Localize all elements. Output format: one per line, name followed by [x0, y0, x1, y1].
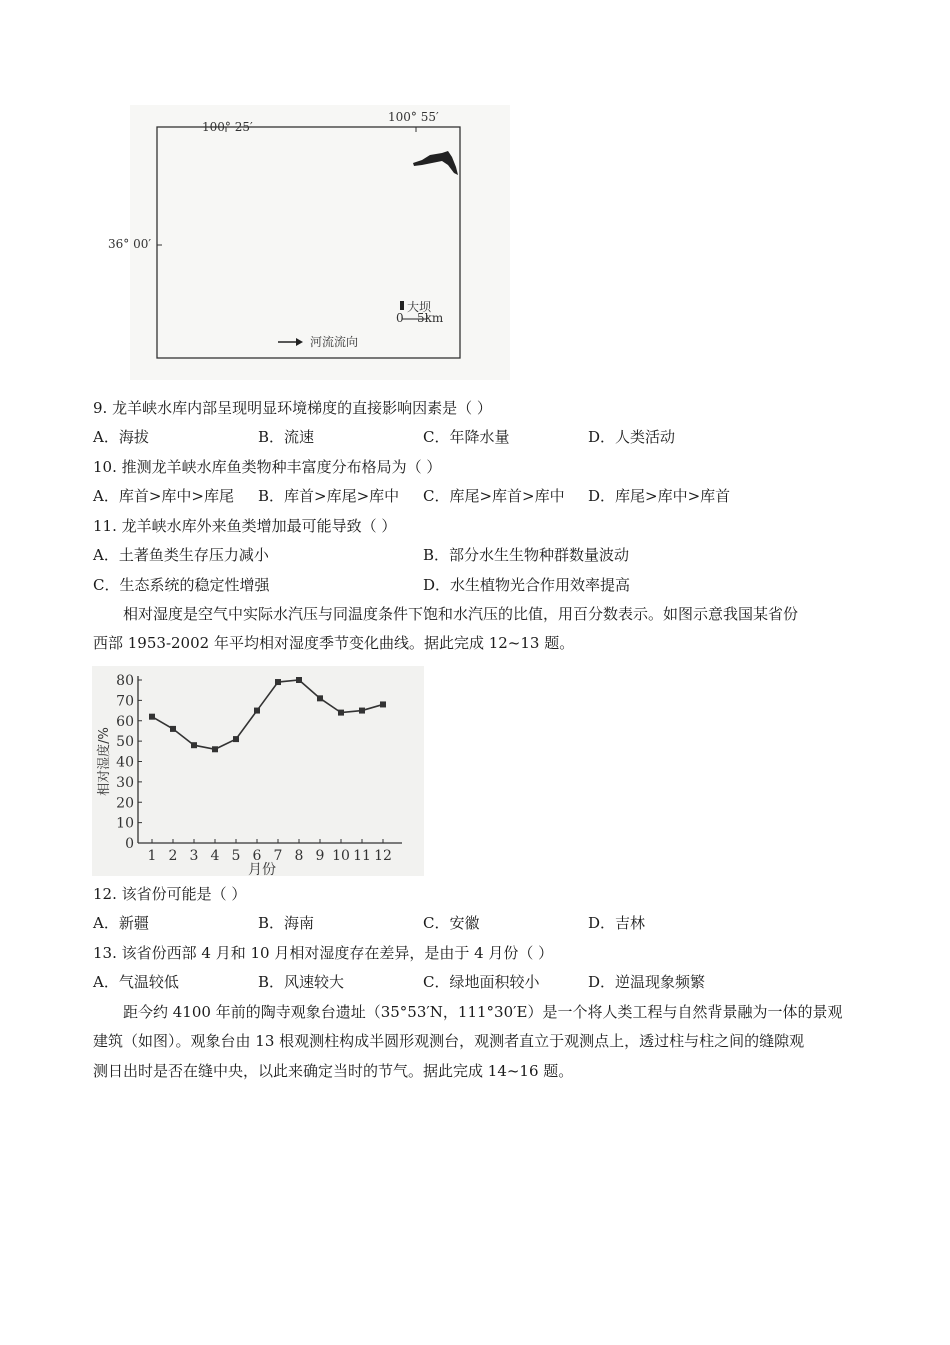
q9-stem: 9. 龙羊峡水库内部呈现明显环境梯度的直接影响因素是（ ）	[93, 399, 492, 417]
y-tick-label: 40	[116, 754, 134, 771]
q11-stem: 11. 龙羊峡水库外来鱼类增加最可能导致（ ）	[93, 517, 397, 535]
x-tick-label: 1	[147, 848, 157, 864]
data-point	[317, 695, 323, 701]
y-tick-label: 10	[116, 815, 134, 832]
intro-14-16-line3: 测日出时是否在缝中央，以此来确定当时的节气。据此完成 14~16 题。	[93, 1062, 574, 1080]
q11-option-a: A．土著鱼类生存压力减小	[93, 546, 269, 564]
y-tick-label: 80	[116, 673, 134, 689]
q9-option-b: B．流速	[258, 428, 315, 446]
q12-option-b: B．海南	[258, 914, 315, 932]
q12-option-d: D．吉林	[588, 914, 646, 932]
x-tick-label: 7	[273, 848, 283, 864]
scale-km-label: 5km	[417, 311, 444, 325]
reservoir-shape	[413, 151, 458, 175]
x-tick-label: 6	[252, 848, 262, 864]
data-point	[233, 736, 239, 742]
q12-option-a: A．新疆	[93, 914, 149, 932]
data-point	[212, 746, 218, 752]
x-tick-label: 4	[210, 848, 220, 864]
q11-option-d: D．水生植物光合作用效率提高	[423, 576, 631, 594]
q9-option-d: D．人类活动	[588, 428, 676, 446]
legend-flow-label: 河流流向	[310, 335, 359, 349]
data-point	[149, 714, 155, 720]
y-tick-label: 60	[116, 713, 134, 730]
data-point	[170, 726, 176, 732]
q10-option-d: D．库尾>库中>库首	[588, 487, 731, 505]
x-axis-title: 月份	[248, 862, 276, 876]
reservoir-map	[108, 105, 510, 380]
data-point	[191, 742, 197, 748]
y-tick-label: 0	[125, 836, 134, 852]
x-tick-label: 2	[168, 848, 178, 864]
q10-option-b: B．库首>库尾>库中	[258, 487, 400, 505]
map-frame	[157, 127, 460, 358]
q13-option-b: B．风速较大	[258, 973, 345, 991]
q13-stem: 13. 该省份西部 4 月和 10 月相对湿度存在差异，是由于 4 月份（ ）	[93, 944, 554, 962]
x-tick-label: 11	[353, 848, 371, 864]
q12-stem: 12. 该省份可能是（ ）	[93, 885, 247, 903]
q9-option-a: A．海拔	[93, 428, 149, 446]
q11-option-c: C．生态系统的稳定性增强	[93, 576, 270, 594]
data-point	[254, 708, 260, 714]
data-point	[359, 708, 365, 714]
q13-option-d: D．逆温现象频繁	[588, 973, 706, 991]
x-tick-label: 9	[315, 848, 325, 864]
data-point	[380, 701, 386, 707]
humidity-series-line	[152, 680, 383, 749]
lon-label-left: 100° 25′	[202, 120, 253, 134]
x-tick-label: 5	[231, 848, 241, 864]
q9-option-c: C．年降水量	[423, 428, 510, 446]
data-point	[275, 679, 281, 685]
scale-zero-label: 0	[396, 311, 404, 325]
intro-12-13-line1: 相对湿度是空气中实际水汽压与同温度条件下饱和水汽压的比值，用百分数表示。如图示意我国某省份	[123, 605, 799, 623]
q13-option-a: A．气温较低	[93, 973, 179, 991]
x-tick-label: 8	[294, 848, 304, 864]
lat-label: 36° 00′	[108, 237, 152, 251]
y-tick-label: 20	[116, 795, 134, 812]
y-tick-label: 70	[116, 693, 134, 710]
humidity-chart	[92, 666, 424, 876]
dam-symbol	[400, 301, 404, 310]
q13-option-c: C．绿地面积较小	[423, 973, 540, 991]
q12-option-c: C．安徽	[423, 914, 480, 932]
y-tick-label: 50	[116, 734, 134, 751]
data-point	[338, 710, 344, 716]
intro-14-16-line2: 建筑（如图）。观象台由 13 根观测柱构成半圆形观测台，观测者直立于观测点上，透过柱与柱之间的缝隙观	[93, 1032, 805, 1050]
intro-12-13-line2: 西部 1953-2002 年平均相对湿度季节变化曲线。据此完成 12~13 题。	[93, 634, 575, 652]
y-tick-label: 30	[116, 774, 134, 791]
q10-option-c: C．库尾>库首>库中	[423, 487, 565, 505]
lon-label-right: 100° 55′	[388, 110, 439, 124]
intro-14-16-line1: 距今约 4100 年前的陶寺观象台遗址（35°53′N，111°30′E）是一个将人类工程与自然背景融为一体的景观	[123, 1003, 843, 1021]
y-axis-title: 相对湿度/%	[97, 727, 112, 796]
x-tick-label: 12	[374, 848, 392, 864]
x-tick-label: 10	[332, 848, 350, 864]
data-point	[296, 677, 302, 683]
q11-option-b: B．部分水生生物种群数量波动	[423, 546, 630, 564]
x-tick-label: 3	[189, 848, 199, 864]
legend-dam-label: 大坝	[407, 300, 432, 314]
flow-arrow-head	[296, 338, 303, 346]
q10-stem: 10. 推测龙羊峡水库鱼类物种丰富度分布格局为（ ）	[93, 458, 442, 476]
chart-svg	[92, 666, 424, 876]
q10-option-a: A．库首>库中>库尾	[93, 487, 234, 505]
